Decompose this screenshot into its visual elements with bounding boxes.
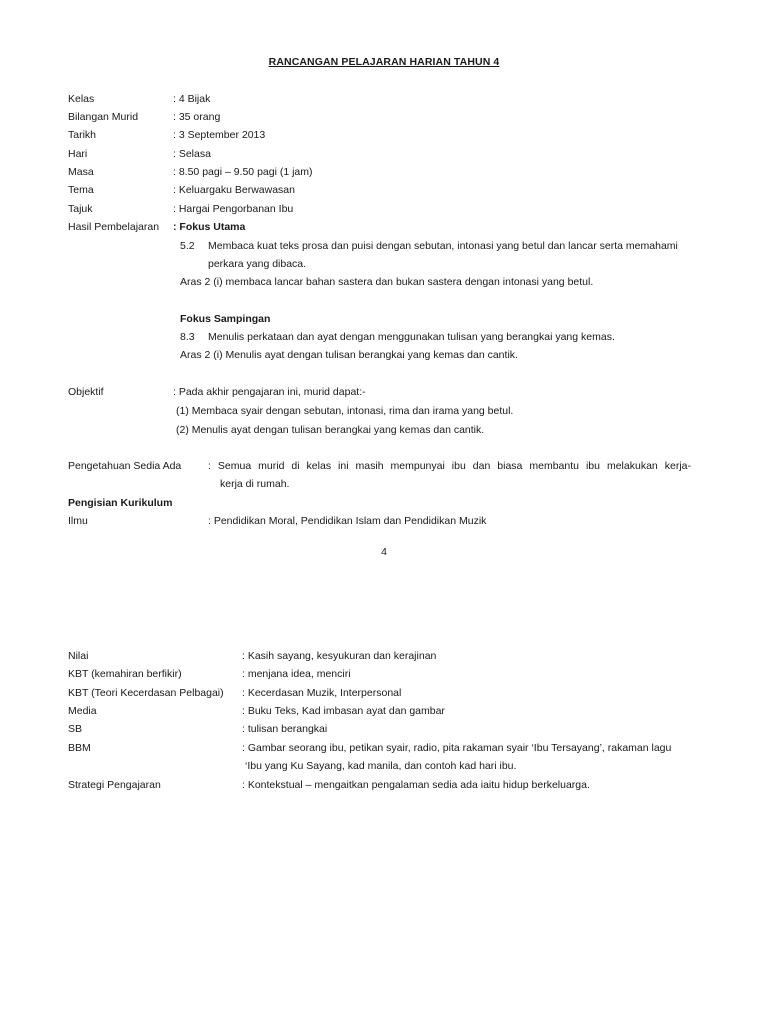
fokus-sampingan-number: 8.3	[180, 331, 195, 343]
pengetahuan-line-1: : Semua murid di kelas ini masih mempunyai ibu dan biasa membantu ibu melakukan kerja-	[208, 460, 691, 472]
media-label: Media	[68, 705, 97, 717]
pengisian-kurikulum-heading: Pengisian Kurikulum	[68, 497, 173, 509]
fokus-utama-aras: Aras 2 (i) membaca lancar bahan sastera dan bukan sastera dengan intonasi yang betul.	[180, 276, 594, 288]
kbt-kecerdasan-label: KBT (Teori Kecerdasan Pelbagai)	[68, 687, 224, 699]
ilmu-label: Ilmu	[68, 515, 88, 527]
fokus-utama-line-2: perkara yang dibaca.	[208, 258, 307, 270]
kelas-label: Kelas	[68, 93, 95, 105]
masa-label: Masa	[68, 166, 94, 178]
sb-label: SB	[68, 723, 83, 735]
tarikh-label: Tarikh	[68, 129, 97, 141]
fokus-sampingan-heading: Fokus Sampingan	[180, 313, 271, 325]
hasil-pembelajaran-label: Hasil Pembelajaran	[68, 221, 160, 233]
objektif-intro: : Pada akhir pengajaran ini, murid dapat:-	[173, 386, 366, 398]
objektif-item-1: (1) Membaca syair dengan sebutan, intonasi, rima dan irama yang betul.	[176, 405, 514, 417]
bbm-value-line-2: ‘Ibu yang Ku Sayang, kad manila, dan contoh kad hari ibu.	[245, 760, 517, 772]
kbt-berfikir-value: : menjana idea, menciri	[242, 668, 351, 680]
tajuk-label: Tajuk	[68, 203, 93, 215]
bilangan-murid-label: Bilangan Murid	[68, 111, 139, 123]
pengetahuan-label: Pengetahuan Sedia Ada	[68, 460, 182, 472]
kelas-value: : 4 Bijak	[173, 93, 211, 105]
fokus-sampingan-line-1: Menulis perkataan dan ayat dengan menggunakan tulisan yang berangkai yang kemas.	[208, 331, 615, 343]
strategi-value: : Kontekstual – mengaitkan pengalaman sedia ada iaitu hidup berkeluarga.	[242, 779, 590, 791]
hari-value: : Selasa	[173, 148, 211, 160]
tarikh-value: : 3 September 2013	[173, 129, 266, 141]
page-number: 4	[381, 546, 387, 558]
pengetahuan-line-2: kerja di rumah.	[220, 478, 290, 490]
document-title: RANCANGAN PELAJARAN HARIAN TAHUN 4	[268, 56, 500, 68]
tajuk-value: : Hargai Pengorbanan Ibu	[173, 203, 294, 215]
media-value: : Buku Teks, Kad imbasan ayat dan gambar	[242, 705, 445, 717]
hari-label: Hari	[68, 148, 88, 160]
fokus-utama-line-1: Membaca kuat teks prosa dan puisi dengan sebutan, intonasi yang betul dan lancar serta memahami	[208, 240, 678, 252]
masa-value: : 8.50 pagi – 9.50 pagi (1 jam)	[173, 166, 313, 178]
objektif-label: Objektif	[68, 386, 104, 398]
tema-label: Tema	[68, 184, 94, 196]
nilai-label: Nilai	[68, 650, 89, 662]
bbm-value-line-1: : Gambar seorang ibu, petikan syair, radio, pita rakaman syair ‘Ibu Tersayang’, rakaman lagu	[242, 742, 672, 754]
kbt-berfikir-label: KBT (kemahiran berfikir)	[68, 668, 182, 680]
fokus-sampingan-aras: Aras 2 (i) Menulis ayat dengan tulisan berangkai yang kemas dan cantik.	[180, 349, 518, 361]
strategi-label: Strategi Pengajaran	[68, 779, 161, 791]
sb-value: : tulisan berangkai	[242, 723, 328, 735]
nilai-value: : Kasih sayang, kesyukuran dan kerajinan	[242, 650, 437, 662]
fokus-utama-number: 5.2	[180, 240, 195, 252]
bbm-label: BBM	[68, 742, 91, 754]
kbt-kecerdasan-value: : Kecerdasan Muzik, Interpersonal	[242, 687, 402, 699]
bilangan-murid-value: : 35 orang	[173, 111, 221, 123]
tema-value: : Keluargaku Berwawasan	[173, 184, 295, 196]
ilmu-value: : Pendidikan Moral, Pendidikan Islam dan Pendidikan Muzik	[208, 515, 487, 527]
objektif-item-2: (2) Menulis ayat dengan tulisan berangkai yang kemas dan cantik.	[176, 424, 485, 436]
fokus-utama-heading: : Fokus Utama	[173, 221, 246, 233]
